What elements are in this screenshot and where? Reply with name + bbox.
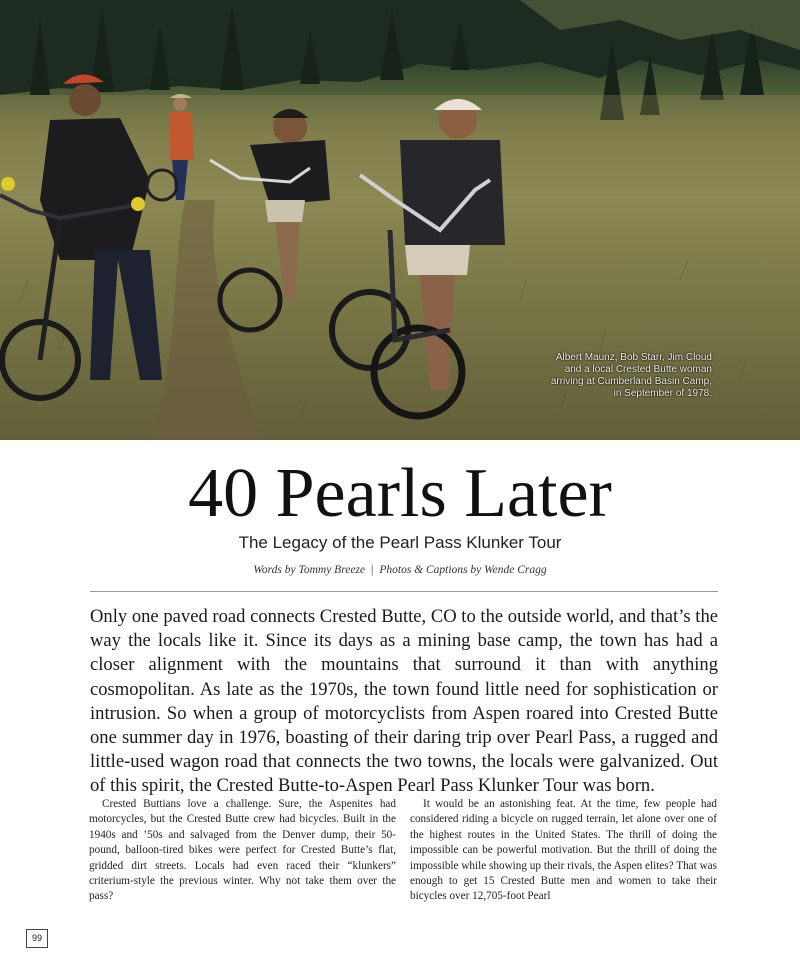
page-number: 99	[26, 929, 48, 948]
byline	[0, 563, 800, 577]
article-title: 40 Pearls Later	[188, 455, 612, 532]
caption-line: arriving at Cumberland Basin Camp,	[550, 376, 712, 387]
hero-photo	[0, 0, 800, 440]
photo-caption	[512, 352, 712, 400]
byline-separator: |	[371, 564, 374, 576]
article-subtitle: The Legacy of the Pearl Pass Klunker Tour	[238, 533, 562, 552]
body-column-right: It would be an astonishing feat. At the time, few people had considered riding a bicycle on rugged terrain, let alone over one of the highest routes in the United States. The thrill of doing the impossible can be powerful motivation. But the thrill of doing the impossible while showing up their rivals, the Aspen elites? That was enough to get 15 Crested Butte men and women to take their bicycles over 12,705-foot Pearl	[410, 798, 717, 903]
byline-author: Words by Tommy Breeze	[253, 564, 366, 576]
caption-line: Albert Maunz, Bob Starr, Jim Cloud	[555, 352, 712, 363]
lead-paragraph: Only one paved road connects Crested Butte, CO to the outside world, and that’s the way the locals like it. Since its days as a mining base camp, the town has had a closer alignment with the mountains that surround it than with anything cosmopolitan. As late as the 1970s, the town found little need for sophistication or intrusion. So when a group of motorcyclists from Aspen roared into Crested Butte one summer day in 1976, boasting of their daring trip over Pearl Pass, a rugged and little-used wagon road that connects the two towns, the locals were galvanized. Out of this spirit, the Crested Butte-to-Aspen Pearl Pass Klunker Tour was born.	[90, 606, 718, 797]
caption-line: in September of 1978.	[613, 388, 712, 399]
body-column-left: Crested Buttians love a challenge. Sure, the Aspenites had motorcycles, but the Crested Butte crew had bicycles. Built in the 1940s and ’50s and salvaged from the Denver dump, their 50-pound, balloon-tired bikes were perfect for Crested Butte’s flat, gridded dirt streets. Locals had even raced their “klunkers” criterium-style the previous winter. Why not take them over the pass?	[89, 798, 396, 903]
byline-photographer: Photos & Captions by Wende Cragg	[379, 564, 547, 576]
caption-line: and a local Crested Butte woman	[564, 364, 712, 375]
divider	[90, 591, 718, 592]
